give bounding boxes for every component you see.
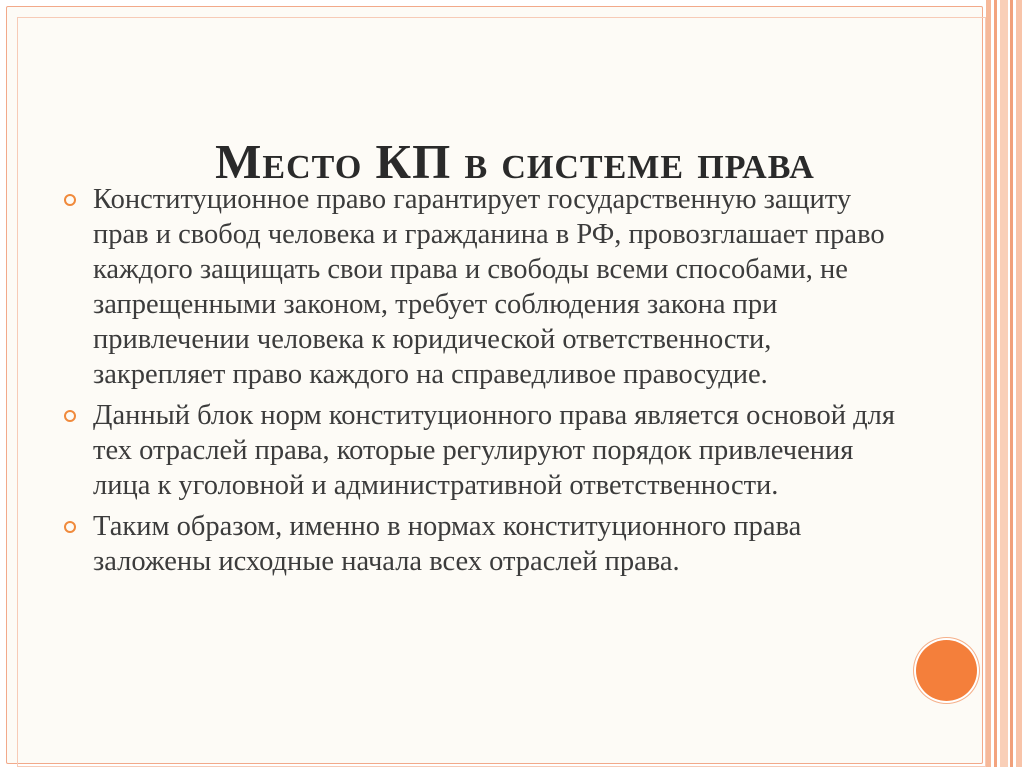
ring-bullet-icon	[64, 194, 76, 206]
bullet-text: Таким образом, именно в нормах конституционного права заложены исходные начала всех отраслей права.	[93, 511, 802, 577]
decorative-stripes	[986, 0, 1024, 767]
ring-bullet-icon	[64, 410, 76, 422]
slide-title: Место КП в системе права	[215, 133, 815, 189]
bullet-item	[64, 509, 904, 579]
bullet-text: Конституционное право гарантирует государственную защиту прав и свобод человека и гражданина в РФ, провозглашает право каждого защищать свои права и свободы всеми способами, не запрещенными законом, требует соблюдения закона при привлечении человека к юридической ответственности, закрепляет право каждого на справедливое правосудие.	[93, 184, 885, 390]
ring-bullet-icon	[64, 521, 76, 533]
bullet-text: Данный блок норм конституционного права является основой для тех отраслей права, которые регулируют порядок привлечения лица к уголовной и административной ответственности.	[93, 400, 895, 501]
bullet-item	[64, 398, 904, 503]
bullet-item	[64, 182, 904, 392]
decorative-orb-icon	[916, 640, 977, 701]
bullet-list	[64, 182, 904, 585]
